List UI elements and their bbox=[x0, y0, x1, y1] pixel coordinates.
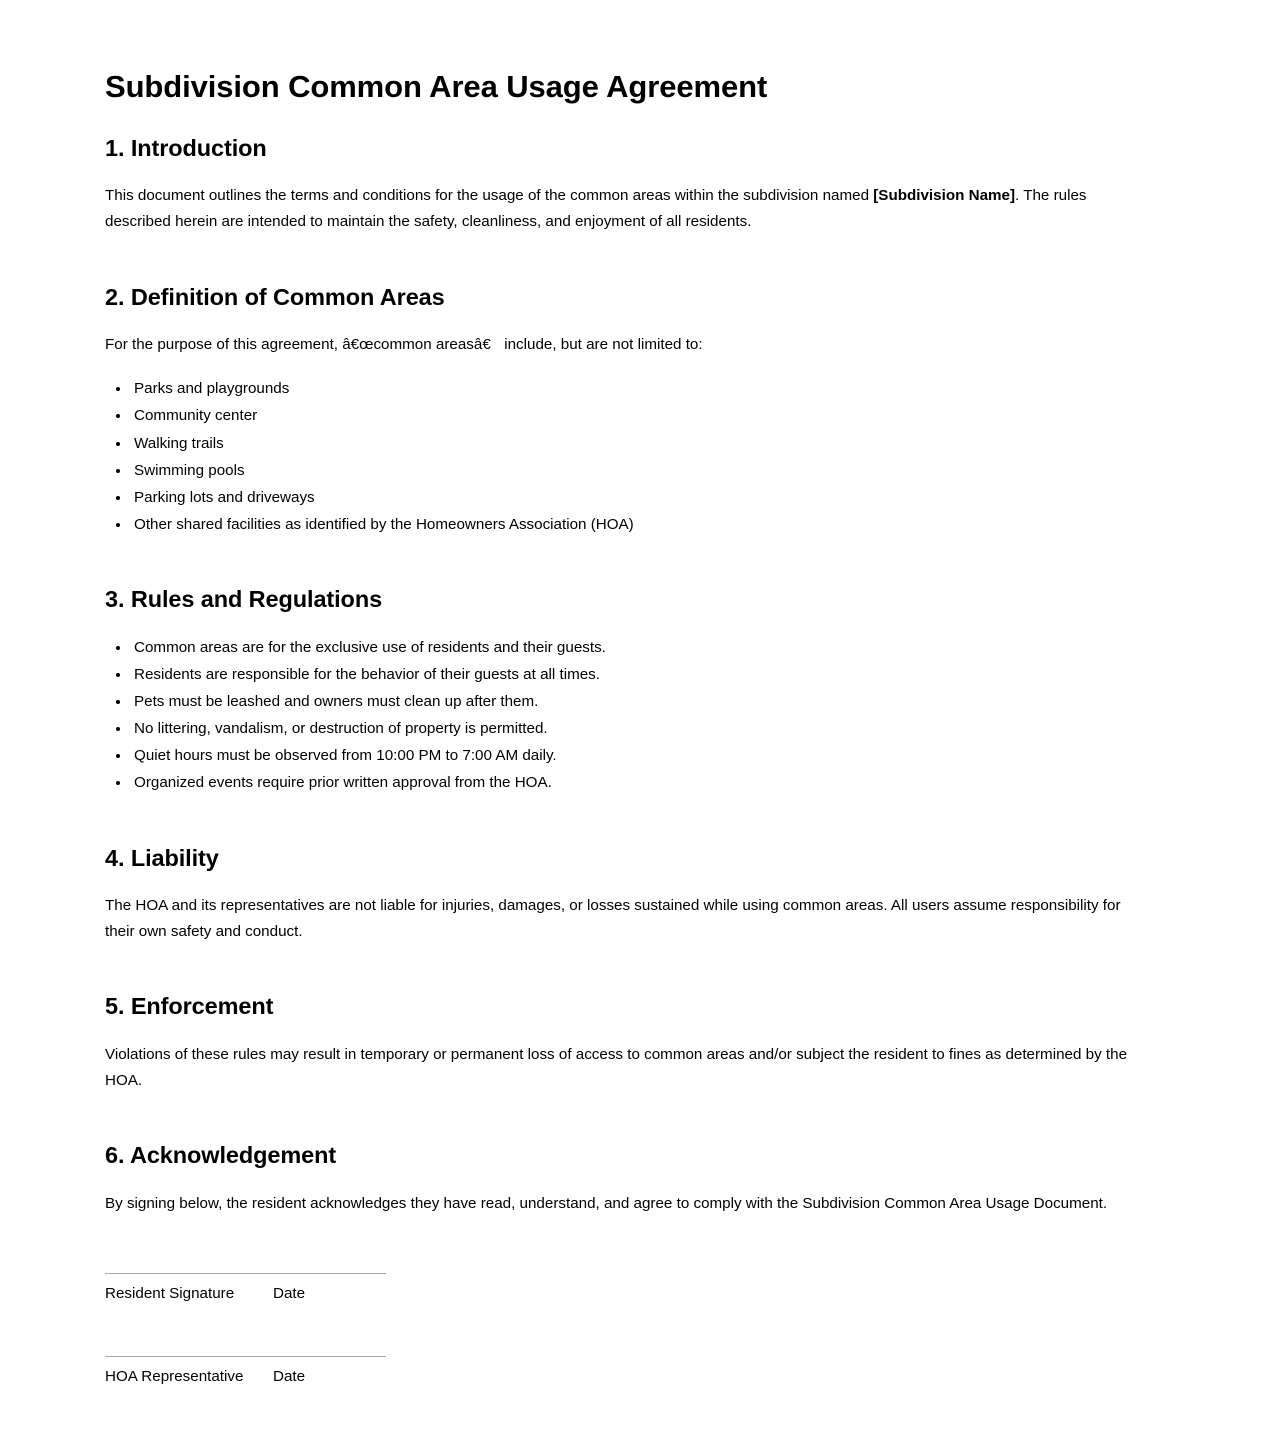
list-item: • Parking lots and driveways bbox=[131, 485, 1143, 511]
list-item: • Common areas are for the exclusive use of residents and their guests. bbox=[131, 635, 1143, 661]
hoa-representative-date-label: Date bbox=[273, 1368, 306, 1386]
list-item: • Parks and playgrounds bbox=[131, 376, 1143, 402]
resident-date-label: Date bbox=[273, 1284, 306, 1302]
list-item: • Quiet hours must be observed from 10:00 PM to 7:00 AM daily. bbox=[131, 743, 1143, 769]
resident-signature-labels bbox=[105, 1283, 1143, 1304]
introduction-paragraph bbox=[105, 183, 1143, 235]
introduction-text-lead: This document outlines the terms and conditions for the usage of the common areas within the subdivision named bbox=[105, 187, 874, 205]
section-heading-enforcement: 5. Enforcement bbox=[105, 993, 274, 1020]
hoa-representative-signature-line[interactable] bbox=[105, 1356, 386, 1357]
resident-signature-line[interactable] bbox=[105, 1273, 386, 1274]
list-item: • Other shared facilities as identified by the Homeowners Association (HOA) bbox=[131, 512, 1143, 538]
signature-block bbox=[105, 1273, 1143, 1388]
list-item: • No littering, vandalism, or destruction of property is permitted. bbox=[131, 716, 1143, 742]
page-title: Subdivision Common Area Usage Agreement bbox=[105, 69, 768, 104]
subdivision-name-placeholder: [Subdivision Name] bbox=[873, 187, 1016, 205]
resident-signature-label: Resident Signature bbox=[105, 1284, 235, 1302]
list-item: • Organized events require prior written approval from the HOA. bbox=[131, 770, 1143, 796]
hoa-representative-label: HOA Representative bbox=[105, 1368, 244, 1386]
acknowledgement-paragraph: By signing below, the resident acknowledges they have read, understand, and agree to comply with the Subdivision Common Area Usage Document. bbox=[105, 1194, 1108, 1212]
rules-list bbox=[105, 635, 1143, 797]
section-heading-introduction: 1. Introduction bbox=[105, 134, 267, 161]
hoa-representative-signature-group bbox=[105, 1356, 1143, 1387]
list-item: • Residents are responsible for the behavior of their guests at all times. bbox=[131, 662, 1143, 688]
section-heading-liability: 4. Liability bbox=[105, 844, 219, 871]
list-item: • Walking trails bbox=[131, 431, 1143, 457]
common-areas-list bbox=[105, 376, 1143, 538]
enforcement-paragraph: Violations of these rules may result in temporary or permanent loss of access to common areas and/or subject the resident to fines as determined by the HOA. bbox=[105, 1045, 1128, 1090]
list-item: • Pets must be leashed and owners must clean up after them. bbox=[131, 689, 1143, 715]
introduction-text-tail: . The rules described herein are intended to maintain the safety, cleanliness, and enjoyment of all residents. bbox=[105, 187, 1087, 231]
liability-paragraph: The HOA and its representatives are not liable for injuries, damages, or losses sustained while using common areas. All users assume responsibility for their own safety and conduct. bbox=[105, 897, 1121, 941]
list-item: • Community center bbox=[131, 403, 1143, 429]
hoa-representative-signature-labels bbox=[105, 1366, 1143, 1387]
common-areas-lead-in: For the purpose of this agreement, â€œcommon areasâ€ include, but are not limited to: bbox=[105, 336, 703, 354]
section-heading-acknowledgement: 6. Acknowledgement bbox=[105, 1142, 337, 1169]
section-heading-definition-of-common-areas: 2. Definition of Common Areas bbox=[105, 283, 445, 310]
resident-signature-group bbox=[105, 1273, 1143, 1304]
list-item: • Swimming pools bbox=[131, 458, 1143, 484]
section-heading-rules-and-regulations: 3. Rules and Regulations bbox=[105, 586, 383, 613]
